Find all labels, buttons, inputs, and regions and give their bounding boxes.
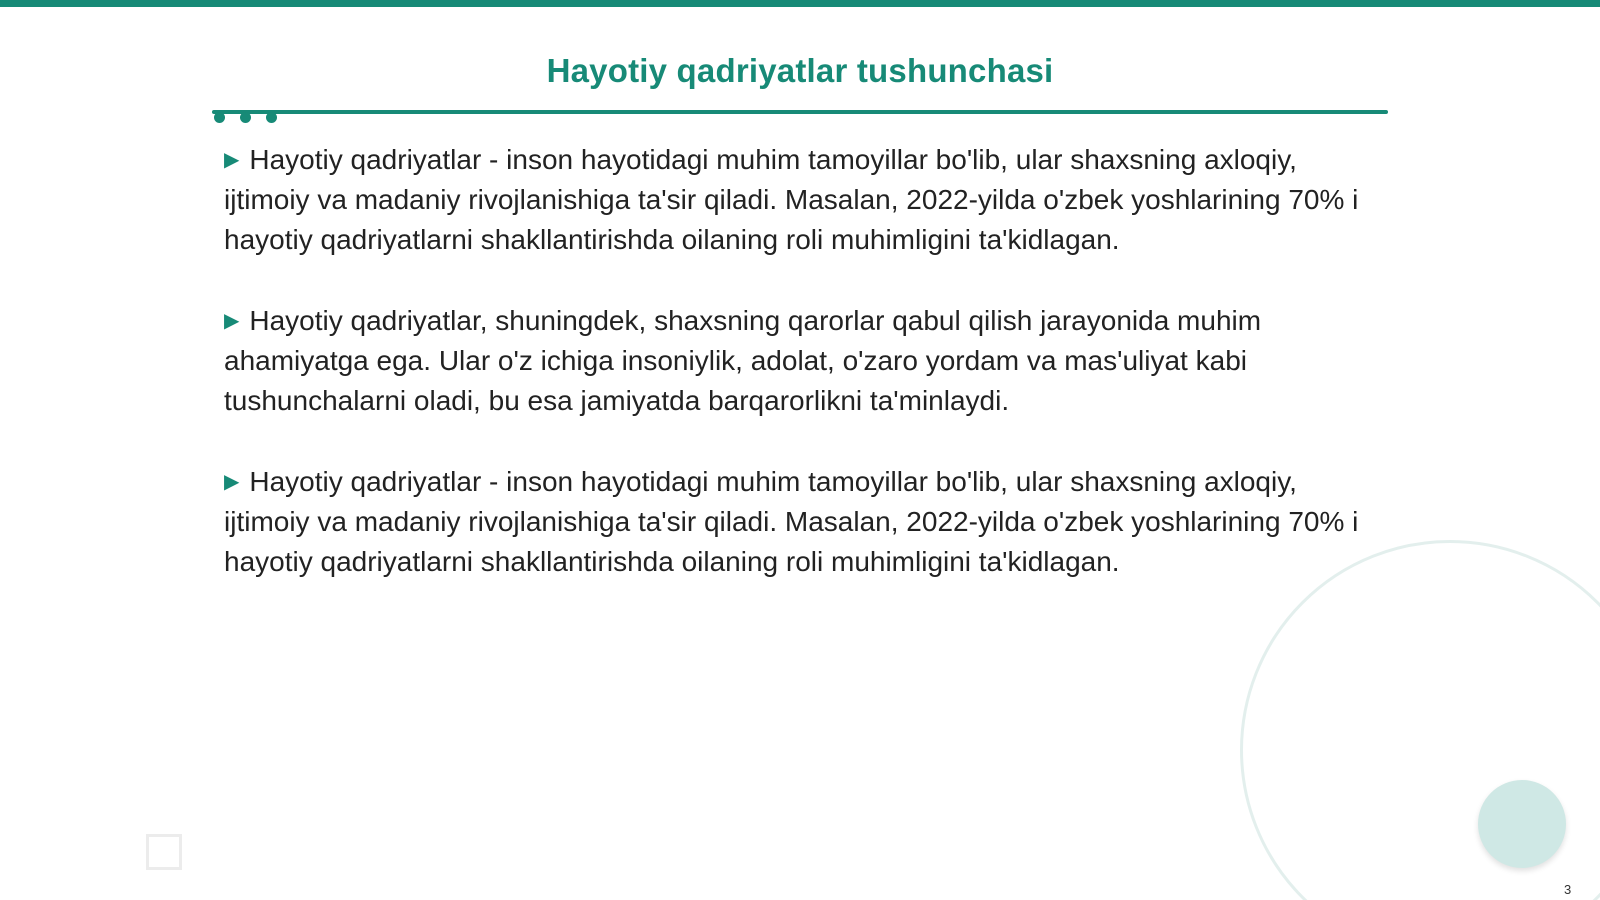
bullet-text: Hayotiy qadriyatlar - inson hayotidagi muhim tamoyillar bo'lib, ular shaxsning axloqiy, ijtimoiy va madaniy rivojlanishiga ta'sir qiladi. Masalan, 2022-yilda o'zbek yoshlarining 70% i hayotiy qadriyatlarni shakllantirishda oilaning roli muhimligini ta'kidlagan. xyxy=(224,466,1359,577)
slide-title: Hayotiy qadriyatlar tushunchasi xyxy=(546,52,1054,89)
bullet-list xyxy=(224,140,1364,623)
bullet-arrow-icon: ▶ xyxy=(224,149,240,171)
bullet-text: Hayotiy qadriyatlar - inson hayotidagi muhim tamoyillar bo'lib, ular shaxsning axloqiy, ijtimoiy va madaniy rivojlanishiga ta'sir qiladi. Masalan, 2022-yilda o'zbek yoshlarining 70% i hayotiy qadriyatlarni shakllantirishda oilaning roli muhimligini ta'kidlagan. xyxy=(224,144,1359,255)
bullet-item xyxy=(224,301,1364,421)
underline-dot-1 xyxy=(214,112,225,123)
underline-dot-3 xyxy=(266,112,277,123)
bullet-arrow-icon: ▶ xyxy=(224,471,240,493)
top-accent-bar xyxy=(0,0,1600,7)
decorative-circle xyxy=(1478,780,1566,868)
underline-dot-2 xyxy=(240,112,251,123)
slide-number: 3 xyxy=(1564,882,1572,897)
bullet-arrow-icon: ▶ xyxy=(224,310,240,332)
decorative-square xyxy=(146,834,182,870)
title-underline xyxy=(212,110,1388,114)
bullet-item xyxy=(224,140,1364,260)
bullet-item xyxy=(224,462,1364,582)
bullet-text: Hayotiy qadriyatlar, shuningdek, shaxsning qarorlar qabul qilish jarayonida muhim ahamiyatga ega. Ular o'z ichiga insoniylik, adolat, o'zaro yordam va mas'uliyat kabi tushunchalarni oladi, bu esa jamiyatda barqarorlikni ta'minlaydi. xyxy=(224,305,1262,416)
